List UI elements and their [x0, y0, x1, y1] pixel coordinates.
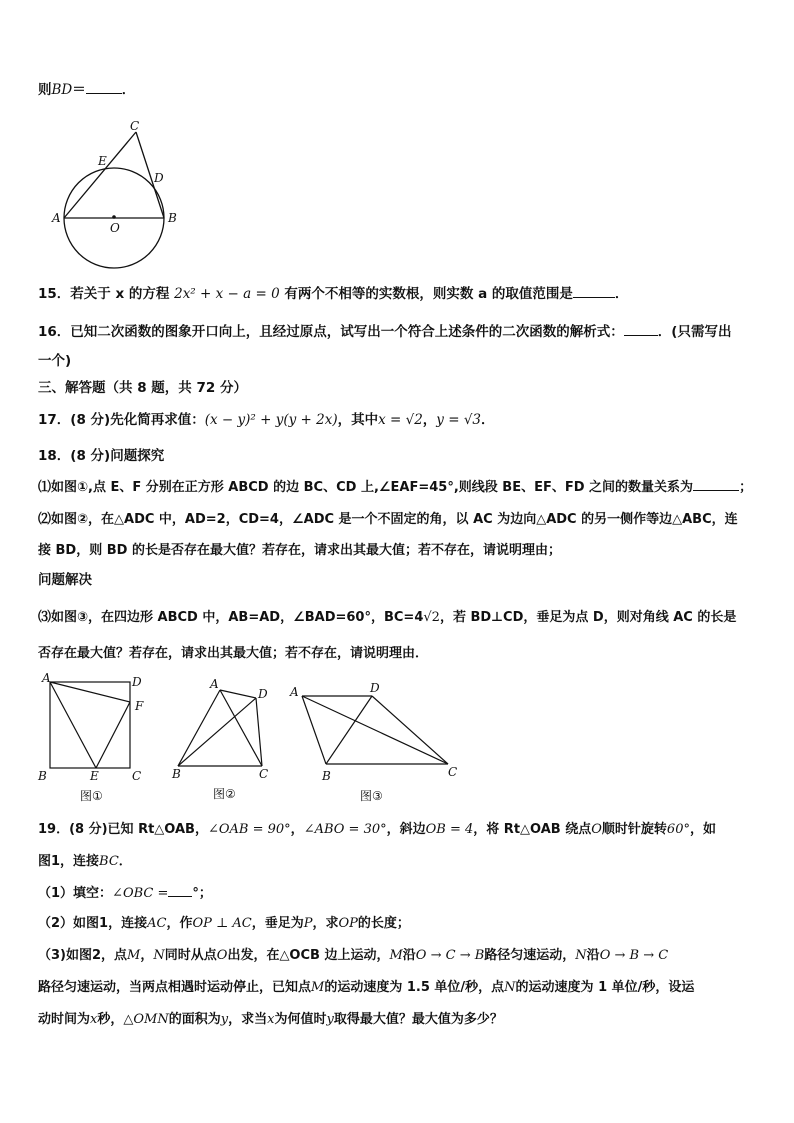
fig3-label-c: C	[448, 765, 458, 779]
q19-answer-blank[interactable]	[168, 884, 192, 897]
fig2-label-d: D	[258, 687, 268, 701]
question-19-part3-line2: 路径匀速运动，当两点相遇时运动停止，已知点M的运动速度为 1.5 单位/秒，点N的运动速度为 1 单位/秒，设运	[38, 980, 695, 995]
fig2-label-c: C	[259, 767, 269, 781]
question-19-line1: 19．(8 分)已知 Rt△OAB，∠OAB = 90°，∠ABO = 30°，斜边OB = 4，将 Rt△OAB 绕点O顺时针旋转60°，如	[38, 822, 716, 837]
segment-dc	[372, 696, 448, 764]
q17-x-value: x = √2	[378, 412, 423, 428]
q15-answer-blank[interactable]	[573, 285, 615, 298]
segment-ab	[178, 690, 220, 766]
segment-af	[50, 682, 130, 702]
label-e: E	[98, 154, 107, 168]
q14-answer-line: 则BD＝ ．	[38, 82, 136, 98]
figure-3	[289, 681, 457, 803]
segment-ac	[64, 132, 136, 218]
section-heading-3: 三、解答题（共 8 题，共 72 分）	[38, 380, 247, 396]
q18-sqrt2: √2	[423, 610, 440, 625]
fig1-label-e: E	[90, 769, 99, 783]
fig1-label-c: C	[132, 769, 142, 783]
question-19-part2: （2）如图1，连接AC，作OP ⊥ AC，垂足为P，求OP的长度；	[38, 916, 410, 931]
segment-bd	[178, 698, 256, 766]
question-16-line1: 16．已知二次函数的图象开口向上，且经过原点，试写出一个符合上述条件的二次函数的解析式： ．(只需写出	[38, 324, 732, 340]
question-18-part1: ⑴如图①,点 E、F 分别在正方形 ABCD 的边 BC、CD 上,∠EAF=45°,则线段 BE、EF、FD 之间的数量关系为 ；	[38, 480, 753, 495]
segment-ae	[50, 682, 96, 768]
figure-1	[37, 671, 144, 803]
q18-figures	[30, 668, 470, 810]
question-18-part3-line2: 否存在最大值？若存在，请求出其最大值；若不存在，请说明理由．	[38, 646, 429, 661]
fig3-label-a: A	[290, 685, 299, 699]
fig1-caption: 图①	[80, 789, 103, 803]
figure-2	[171, 677, 268, 801]
fig2-label-b: B	[172, 767, 181, 781]
question-16-line2: 一个)	[38, 353, 72, 369]
label-b: B	[168, 211, 177, 225]
label-c: C	[130, 119, 140, 133]
question-19-part3-line1: （3)如图2，点M，N同时从点O出发，在△OCB 边上运动，M沿O → C → B路径匀速运动，N沿O → B → C	[38, 948, 669, 963]
question-17: 17．(8 分)先化简再求值：(x − y)² + y(y + 2x)，其中x = √2，y = √3．	[38, 412, 495, 428]
q17-y-value: y = √3	[436, 412, 482, 428]
fig1-label-d: D	[132, 675, 142, 689]
segment-ad	[220, 690, 256, 698]
center-dot	[112, 215, 116, 219]
label-o: O	[110, 221, 120, 235]
fig1-label-a: A	[42, 671, 51, 685]
question-19-part3-line3: 动时间为x秒，△OMN的面积为y，求当x为何值时y取得最大值？最大值为多少？	[38, 1012, 503, 1027]
label-a: A	[52, 211, 61, 225]
segment-bd	[326, 696, 372, 764]
segment-ef	[96, 702, 130, 768]
question-18-subheading: 问题解决	[38, 572, 92, 588]
question-18-title: 18．(8 分)问题探究	[38, 448, 165, 464]
fig2-caption: 图②	[213, 787, 236, 801]
question-19-line2: 图1，连接BC．	[38, 854, 132, 869]
question-19-part1: （1）填空：∠OBC = °；	[38, 886, 212, 901]
fig3-label-d: D	[370, 681, 380, 695]
q15-equation: 2x² + x − a = 0	[174, 286, 280, 302]
fig3-label-b: B	[322, 769, 331, 783]
q16-answer-blank[interactable]	[624, 323, 658, 336]
q14-circle-figure	[48, 112, 188, 272]
q17-expression: (x − y)² + y(y + 2x)	[204, 412, 338, 428]
question-15: 15．若关于 x 的方程 2x² + x − a = 0 有两个不相等的实数根，则实数 a 的取值范围是 ．	[38, 286, 629, 302]
segment-ab	[302, 696, 326, 764]
question-18-part2-line1: ⑵如图②，在△ADC 中，AD=2，CD=4，∠ADC 是一个不固定的角，以 AC 为边向△ADC 的另一侧作等边△ABC，连	[38, 512, 738, 527]
q18-answer-blank[interactable]	[693, 478, 739, 491]
question-18-part3-line1: ⑶如图③，在四边形 ABCD 中，AB=AD，∠BAD=60°，BC=4√2，若 BD⊥CD，垂足为点 D，则对角线 AC 的长是	[38, 610, 737, 625]
q14-var-bd: BD	[51, 82, 73, 98]
q14-answer-blank[interactable]	[86, 81, 122, 94]
segment-ac	[302, 696, 448, 764]
fig1-label-f: F	[135, 699, 144, 713]
label-d: D	[154, 171, 164, 185]
fig1-label-b: B	[38, 769, 47, 783]
fig2-label-a: A	[210, 677, 219, 691]
question-18-part2-line2: 接 BD，则 BD 的长是否存在最大值？若存在，请求出其最大值；若不存在，请说明理由；	[38, 543, 561, 558]
fig3-caption: 图③	[360, 789, 383, 803]
